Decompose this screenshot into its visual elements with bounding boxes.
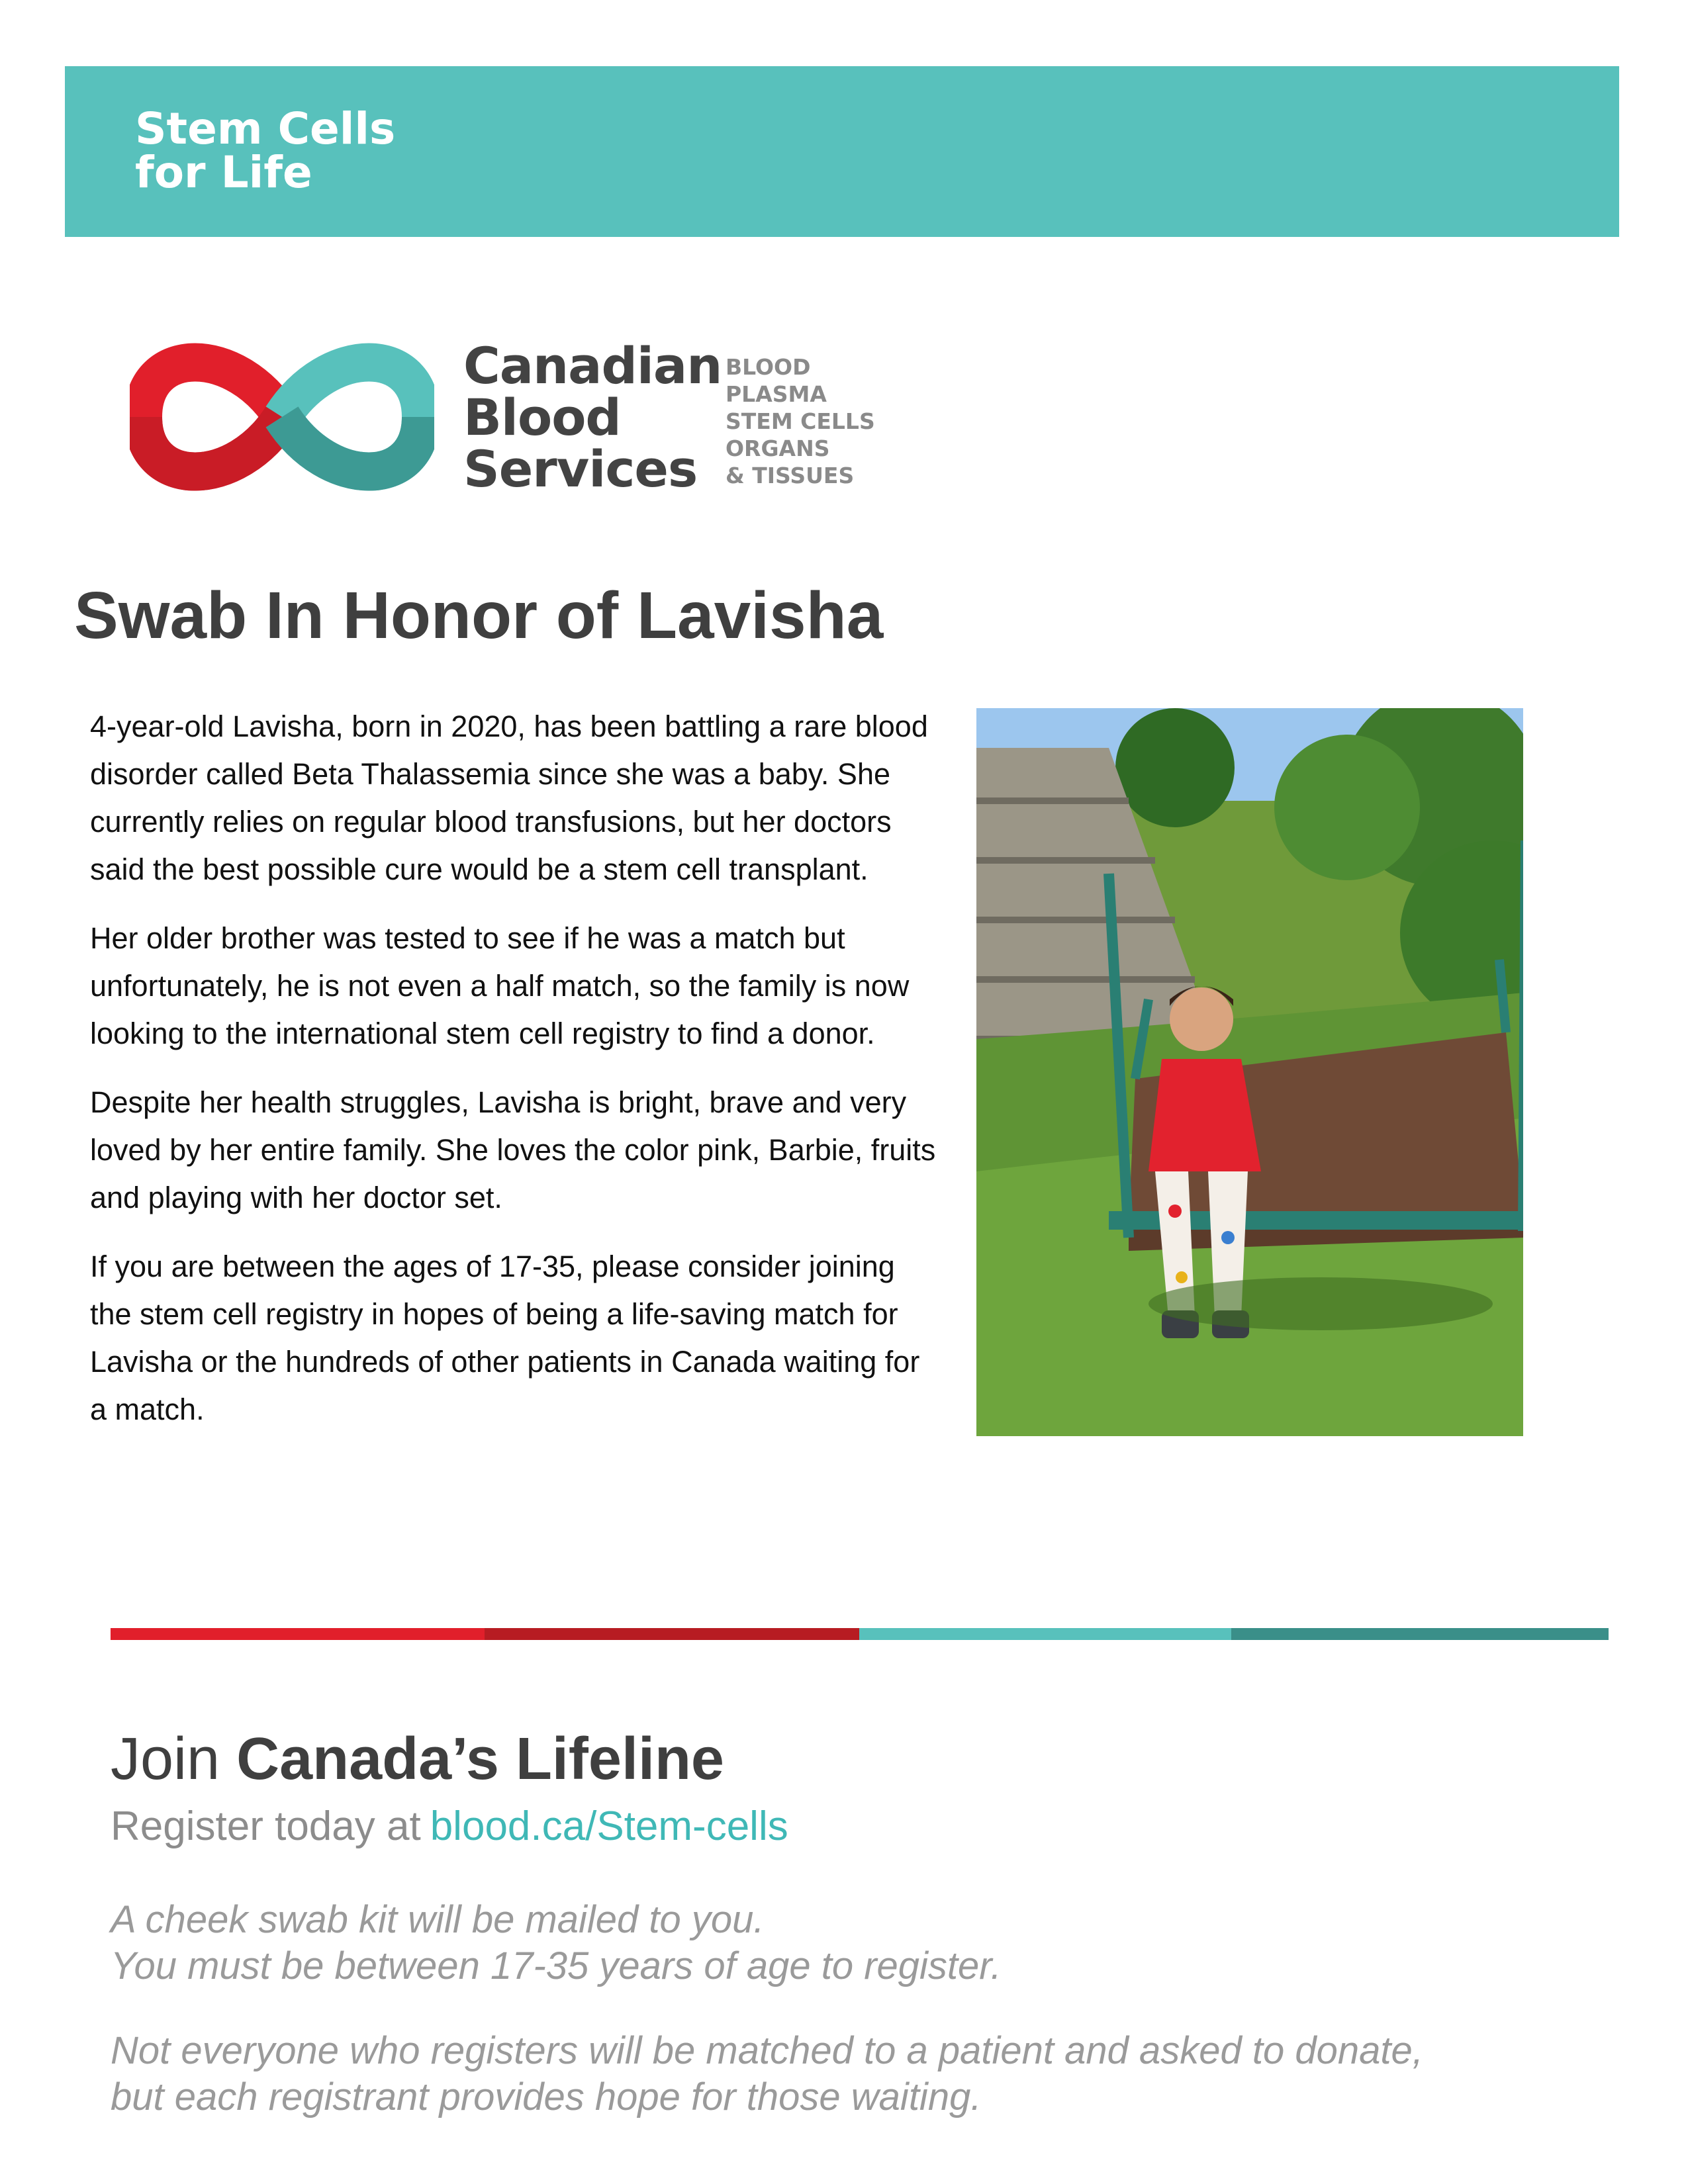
- photo-image: [976, 708, 1523, 1436]
- logo-name-line: Blood: [463, 388, 621, 447]
- register-link[interactable]: blood.ca/Stem-cells: [430, 1803, 788, 1849]
- register-text: Register today at: [111, 1803, 421, 1849]
- logo-name-line: Canadian: [463, 336, 722, 395]
- page-title: Swab In Honor of Lavisha: [74, 578, 884, 653]
- top-banner: [65, 66, 1619, 237]
- logo-sub-line: & TISSUES: [726, 463, 855, 488]
- logo-sub-line: ORGANS: [726, 435, 830, 461]
- story-paragraph: If you are between the ages of 17-35, please consider joining the stem cell registry in hopes of being a life-saving match for Lavisha or the hundreds of other patients in Canada waiting for a match.: [90, 1250, 920, 1426]
- canadian-blood-services-logo: [130, 338, 891, 496]
- divider-dark-teal-segment: [1231, 1628, 1609, 1640]
- story-paragraph: Her older brother was tested to see if he was a match but unfortunately, he is not even a half match, so the family is now looking to the international stem cell registry to find a donor.: [90, 921, 910, 1050]
- story-text: [90, 703, 937, 1455]
- logo-services-list: [726, 353, 875, 489]
- divider-red-segment: [111, 1628, 485, 1640]
- hope-note-line1: Not everyone who registers will be matched to a patient and asked to donate,: [111, 2029, 1423, 2072]
- logo-sub-line: STEM CELLS: [726, 408, 875, 434]
- banner-title-line1: Stem Cells: [135, 103, 396, 154]
- lavisha-photo: [976, 708, 1523, 1436]
- cta-title: [111, 1726, 724, 1792]
- logo-sub-line: PLASMA: [726, 381, 827, 407]
- story-paragraph: 4-year-old Lavisha, born in 2020, has been battling a rare blood disorder called Beta Thalassemia since she was a baby. She currently relies on regular blood transfusions, but her doctors said the best possible cure would be a stem cell transplant.: [90, 709, 928, 886]
- banner-title: [135, 103, 396, 198]
- cta-title-bold: Canada’s Lifeline: [236, 1726, 724, 1792]
- cta-register: [111, 1800, 788, 1853]
- cta-title-prefix: Join: [111, 1726, 237, 1792]
- kit-note-line1: A cheek swab kit will be mailed to you.: [111, 1898, 765, 1941]
- logo-name-line: Services: [463, 439, 698, 498]
- infinity-logo-icon: [130, 338, 434, 496]
- story-paragraph: Despite her health struggles, Lavisha is bright, brave and very loved by her entire family. She loves the color pink, Barbie, fruits and playing with her doctor set.: [90, 1085, 936, 1214]
- divider-dark-red-segment: [485, 1628, 859, 1640]
- logo-sub-line: BLOOD: [726, 354, 811, 380]
- banner-title-line2: for Life: [135, 147, 312, 198]
- logo-wordmark: [463, 336, 722, 498]
- hope-note-line2: but each registrant provides hope for those waiting.: [111, 2075, 982, 2118]
- divider-teal-segment: [859, 1628, 1231, 1640]
- kit-note-line2: You must be between 17-35 years of age to register.: [111, 1944, 1002, 1987]
